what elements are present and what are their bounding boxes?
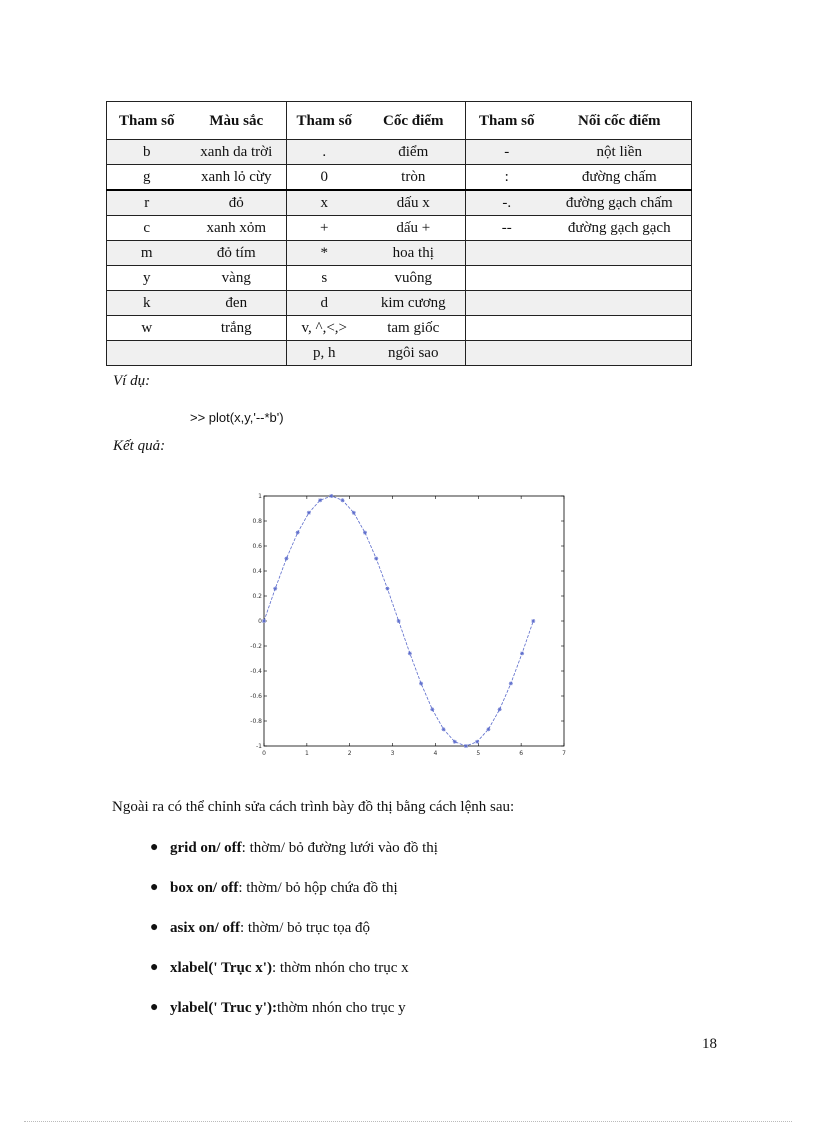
table-cell: +	[287, 216, 362, 241]
table-cell: đen	[187, 291, 287, 316]
header-line-style: Nối cốc điểm	[548, 102, 692, 140]
table-cell: y	[107, 266, 187, 291]
y-tick-label: -1	[256, 743, 262, 750]
table-cell: ngôi sao	[362, 341, 466, 366]
example-label: Ví dụ:	[113, 373, 151, 389]
command-item	[150, 958, 438, 998]
data-point-marker	[419, 682, 423, 686]
x-tick-label: 7	[562, 750, 566, 757]
table-cell: đường chấm	[548, 165, 692, 191]
table-cell: xanh lỏ cừy	[187, 165, 287, 191]
y-tick-label: -0.2	[250, 643, 262, 650]
table-row	[107, 266, 692, 291]
code-example: >> plot(x,y,'--*b')	[190, 410, 284, 425]
data-point-marker	[262, 619, 266, 623]
table-cell	[107, 341, 187, 366]
plot-canvas	[252, 488, 577, 763]
data-point-marker	[341, 498, 345, 502]
y-tick-label: 1	[258, 493, 262, 500]
header-marker: Cốc điểm	[362, 102, 466, 140]
table-cell: đường gạch gạch	[548, 216, 692, 241]
table-cell: k	[107, 291, 187, 316]
data-point-marker	[385, 587, 389, 591]
table-cell: d	[287, 291, 362, 316]
table-row	[107, 190, 692, 216]
data-point-marker	[520, 651, 524, 655]
data-point-marker	[318, 498, 322, 502]
command-description: : thờm nhón cho trục x	[271, 960, 409, 976]
table-cell: v, ^,<,>	[287, 316, 362, 341]
table-cell: vàng	[187, 266, 287, 291]
data-point-marker	[498, 707, 502, 711]
table-cell: đỏ	[187, 190, 287, 216]
table-row	[107, 291, 692, 316]
data-point-marker	[397, 619, 401, 623]
command-name: grid on/ off	[170, 840, 242, 856]
table-cell: x	[287, 190, 362, 216]
header-color: Màu sắc	[187, 102, 287, 140]
bullet-icon: ●	[150, 840, 159, 855]
y-tick-label: 0.4	[252, 568, 262, 575]
x-tick-label: 1	[304, 750, 309, 757]
x-tick-label: 6	[519, 750, 524, 757]
data-point-marker	[486, 727, 490, 731]
command-item	[150, 878, 438, 918]
table-cell: -	[466, 140, 548, 165]
y-tick-label: -0.8	[250, 718, 262, 725]
table-cell: w	[107, 316, 187, 341]
table-cell	[548, 291, 692, 316]
header-line-param: Tham số	[466, 102, 548, 140]
table-cell: *	[287, 241, 362, 266]
table-cell: s	[287, 266, 362, 291]
data-point-marker	[442, 727, 446, 731]
y-tick-label: 0.8	[252, 518, 262, 525]
table-cell: dấu x	[362, 190, 466, 216]
data-point-marker	[464, 744, 468, 748]
table-cell: tròn	[362, 165, 466, 191]
x-tick-label: 3	[390, 750, 395, 757]
table-cell	[466, 291, 548, 316]
x-tick-label: 2	[347, 750, 352, 757]
plot-box	[264, 496, 564, 746]
command-description: : thờm/ bỏ hộp chứa đồ thị	[238, 880, 398, 896]
y-tick-label: 0	[258, 618, 262, 625]
command-description: : thờm/ bỏ trục tọa độ	[240, 920, 371, 936]
table-cell	[466, 266, 548, 291]
data-point-marker	[284, 557, 288, 561]
table-cell: 0	[287, 165, 362, 191]
table-cell: r	[107, 190, 187, 216]
page-bottom-divider	[24, 1121, 792, 1122]
bullet-icon: ●	[150, 880, 159, 895]
table-cell: c	[107, 216, 187, 241]
command-name: ylabel(' Truc y'):	[170, 1000, 277, 1016]
command-item	[150, 918, 438, 958]
sine-plot	[252, 488, 577, 763]
table-cell: --	[466, 216, 548, 241]
table-cell	[548, 316, 692, 341]
data-point-marker	[273, 587, 277, 591]
table-cell	[187, 341, 287, 366]
table-cell	[548, 266, 692, 291]
table-cell	[548, 241, 692, 266]
result-label: Kết quả:	[113, 438, 166, 454]
command-name: xlabel(' Trục x')	[170, 960, 272, 976]
data-point-marker	[531, 619, 535, 623]
bullet-icon: ●	[150, 920, 159, 935]
command-description: : thờm/ bỏ đường lưới vào đồ thị	[241, 840, 438, 856]
table-cell	[548, 341, 692, 366]
table-cell: g	[107, 165, 187, 191]
table-cell	[466, 241, 548, 266]
table-cell: nột liền	[548, 140, 692, 165]
x-tick-label: 5	[476, 750, 481, 757]
command-description: thờm nhón cho trục y	[276, 1000, 406, 1016]
data-point-marker	[296, 531, 300, 535]
parameter-table	[106, 101, 692, 366]
command-name: asix on/ off	[170, 920, 241, 936]
y-tick-label: 0.6	[252, 543, 262, 550]
y-tick-label: -0.6	[250, 693, 262, 700]
table-cell: b	[107, 140, 187, 165]
table-cell: xanh xỏm	[187, 216, 287, 241]
table-row	[107, 140, 692, 165]
data-point-marker	[475, 740, 479, 744]
table-row	[107, 241, 692, 266]
y-tick-label: -0.4	[250, 668, 262, 675]
table-cell: hoa thị	[362, 241, 466, 266]
page-number: 18	[702, 1036, 717, 1052]
data-point-marker	[307, 511, 311, 515]
table-cell: đỏ tím	[187, 241, 287, 266]
data-point-marker	[329, 494, 333, 498]
table-cell: xanh da trời	[187, 140, 287, 165]
table-cell	[466, 316, 548, 341]
data-point-marker	[352, 511, 356, 515]
table-cell: vuông	[362, 266, 466, 291]
table-cell: dấu +	[362, 216, 466, 241]
command-name: box on/ off	[170, 880, 239, 896]
table-cell: đường gạch chấm	[548, 190, 692, 216]
bullet-icon: ●	[150, 960, 159, 975]
table-row	[107, 316, 692, 341]
data-point-marker	[408, 651, 412, 655]
y-tick-label: 0.2	[252, 593, 262, 600]
table-cell: :	[466, 165, 548, 191]
table-row	[107, 216, 692, 241]
data-point-marker	[363, 531, 367, 535]
command-item	[150, 838, 438, 878]
header-marker-param: Tham số	[287, 102, 362, 140]
table-cell	[466, 341, 548, 366]
table-cell: p, h	[287, 341, 362, 366]
header-color-param: Tham số	[107, 102, 187, 140]
table-cell: m	[107, 241, 187, 266]
data-point-marker	[453, 740, 457, 744]
table-cell: tam giốc	[362, 316, 466, 341]
table-cell: .	[287, 140, 362, 165]
intro-text: Ngoài ra có thể chỉnh sửa cách trình bày đồ thị bằng cách lệnh sau:	[112, 799, 515, 815]
table-cell: trắng	[187, 316, 287, 341]
x-tick-label: 4	[433, 750, 438, 757]
table-header-row	[107, 102, 692, 140]
command-list	[150, 838, 438, 1038]
data-point-marker	[430, 707, 434, 711]
command-item	[150, 998, 438, 1038]
table-row	[107, 341, 692, 366]
table-cell: -.	[466, 190, 548, 216]
data-point-marker	[374, 557, 378, 561]
x-tick-label: 0	[262, 750, 266, 757]
table-row	[107, 165, 692, 191]
data-point-marker	[509, 682, 513, 686]
table-cell: kim cương	[362, 291, 466, 316]
table-cell: điểm	[362, 140, 466, 165]
bullet-icon: ●	[150, 1000, 159, 1015]
